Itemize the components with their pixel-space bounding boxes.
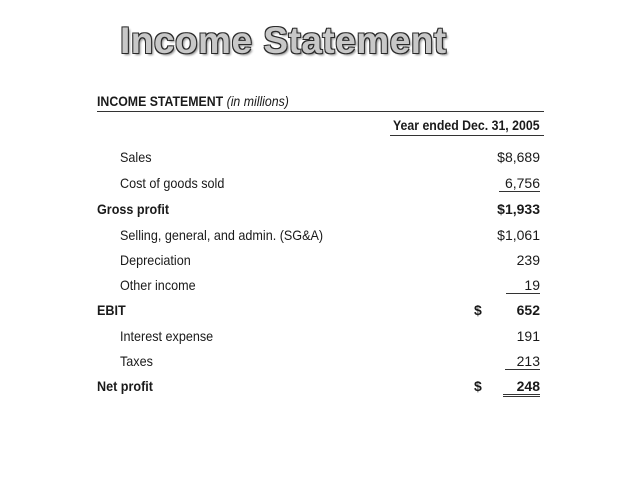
row-label: Taxes xyxy=(120,353,153,369)
row-label: Selling, general, and admin. (SG&A) xyxy=(120,227,324,243)
row-amount: 191 xyxy=(516,328,540,344)
row-label: Gross profit xyxy=(97,201,170,217)
row-label: Sales xyxy=(120,149,152,165)
row-amount: 213 xyxy=(505,353,540,370)
row-label: Other income xyxy=(120,277,196,293)
row-gross-profit xyxy=(0,201,638,221)
row-interest-expense xyxy=(0,328,638,348)
heading-rule xyxy=(97,111,544,112)
row-amount: $1,933 xyxy=(497,201,540,217)
period-rule xyxy=(390,135,544,136)
row-sga xyxy=(0,227,638,247)
row-cost-of-goods-sold xyxy=(0,175,638,195)
currency-symbol: $ xyxy=(474,302,482,318)
statement-heading-note: (in millions) xyxy=(226,93,289,109)
row-amount: 239 xyxy=(516,252,540,268)
row-net-profit xyxy=(0,378,638,398)
row-label: Interest expense xyxy=(120,328,214,344)
row-sales xyxy=(0,149,638,169)
period-header: Year ended Dec. 31, 2005 xyxy=(393,117,540,133)
slide-title: Income Statement xyxy=(120,20,447,61)
statement-heading-title: INCOME STATEMENT xyxy=(97,93,224,109)
row-label: Depreciation xyxy=(120,252,191,268)
row-amount: $8,689 xyxy=(497,149,540,165)
row-amount: 6,756 xyxy=(499,175,540,192)
row-label: Cost of goods sold xyxy=(120,175,225,191)
row-ebit xyxy=(0,302,638,322)
row-amount: $1,061 xyxy=(497,227,540,243)
row-label: Net profit xyxy=(97,378,153,394)
row-other-income xyxy=(0,277,638,297)
row-taxes xyxy=(0,353,638,373)
currency-symbol: $ xyxy=(474,378,482,394)
row-amount: 19 xyxy=(506,277,540,294)
statement-heading xyxy=(97,93,490,109)
row-depreciation xyxy=(0,252,638,272)
amount-value: 248 xyxy=(503,378,540,397)
amount-value: 652 xyxy=(516,302,540,318)
row-label: EBIT xyxy=(97,302,126,318)
